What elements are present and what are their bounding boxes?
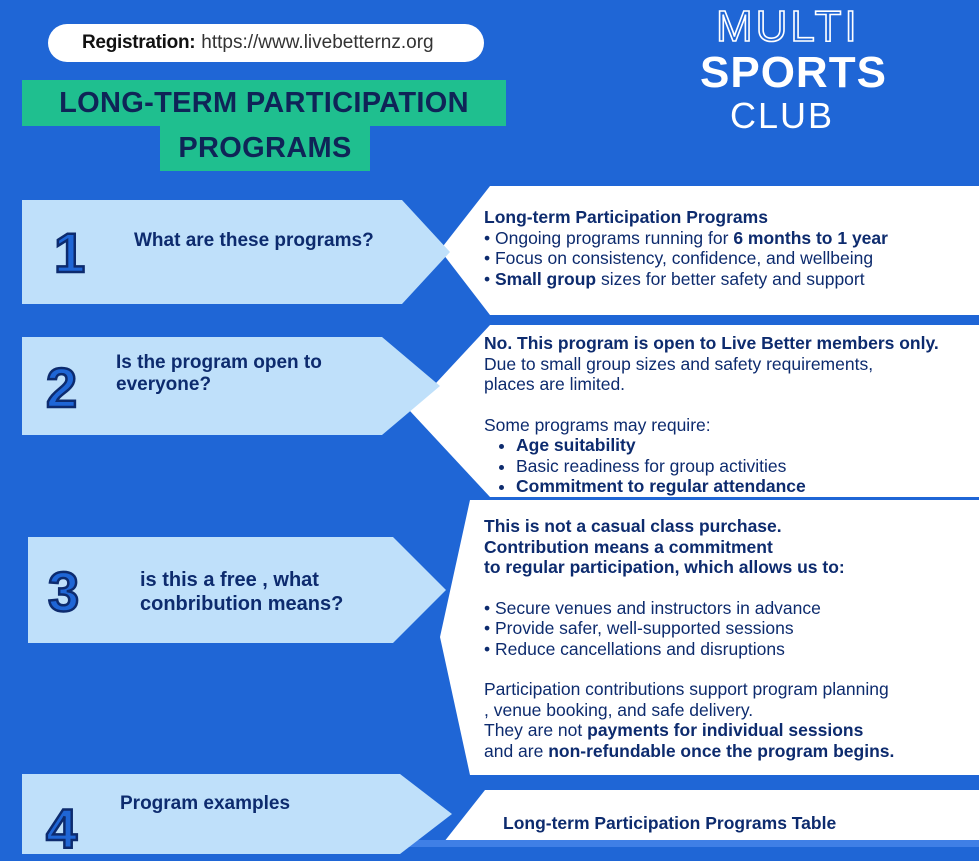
answer-line: places are limited. <box>484 374 626 394</box>
answer-line: , venue booking, and safe delivery. <box>484 699 754 720</box>
answer-1 <box>484 207 974 289</box>
requirements-list <box>484 435 979 497</box>
answer-title: Long-term Participation Programs <box>484 207 768 227</box>
answer-bullet: • Provide safer, well-supported sessions <box>484 618 794 638</box>
page-title-line2: PROGRAMS <box>160 125 370 171</box>
question-text: What are these programs? <box>134 230 374 251</box>
question-1 <box>22 200 450 304</box>
question-number: 3 <box>48 560 80 623</box>
question-number: 4 <box>46 797 78 860</box>
table-title: Long-term Participation Programs Table <box>503 813 837 833</box>
answer-2 <box>484 333 979 497</box>
question-2 <box>22 337 440 435</box>
question-text: Program examples <box>120 793 291 814</box>
answer-title: No. This program is open to Live Better members only. <box>484 333 939 353</box>
answer-line: Participation contributions support program planning <box>484 679 889 699</box>
answer-title: Contribution means a commitment <box>484 536 773 557</box>
answer-bullet: • Ongoing programs running for 6 months to 1 year <box>484 227 888 248</box>
registration-url[interactable]: https://www.livebetternz.org <box>201 32 434 53</box>
answer-line: They are not payments for individual sessions <box>484 720 864 740</box>
answer-bullet: • Secure venues and instructors in advance <box>484 597 821 618</box>
question-text-line: Is the program open to <box>116 352 322 373</box>
list-item: • Basic readiness for group activities <box>516 456 979 477</box>
registration-label: Registration: <box>82 32 196 53</box>
logo-line-sports: SPORTS <box>700 48 887 97</box>
question-text-line: everyone? <box>116 374 212 395</box>
question-text <box>116 352 322 396</box>
answer-line: Due to small group sizes and safety requirements, <box>484 353 874 374</box>
question-arrow-shape <box>22 200 450 304</box>
question-text <box>140 568 343 616</box>
logo-line-club: CLUB <box>730 95 835 136</box>
answer-line: and are non-refundable once the program begins. <box>484 740 895 761</box>
answer-bullet: • Reduce cancellations and disruptions <box>484 638 785 659</box>
list-item: • Commitment to regular attendance <box>516 476 979 497</box>
answer-3 <box>484 516 976 761</box>
answer-bullet: • Small group sizes for better safety and support <box>484 268 865 289</box>
answer-4 <box>503 813 973 834</box>
question-3 <box>28 537 446 643</box>
list-item: • Age suitability <box>516 435 979 456</box>
question-text-line: conbribution means? <box>140 593 344 615</box>
answer-title: to regular participation, which allows us to: <box>484 557 845 577</box>
answer-bullet: • Focus on consistency, confidence, and wellbeing <box>484 248 874 268</box>
question-4 <box>22 774 452 860</box>
answer-title: This is not a casual class purchase. <box>484 516 782 536</box>
question-number: 2 <box>46 356 78 419</box>
page-title-line1: LONG-TERM PARTICIPATION <box>22 80 506 126</box>
question-text-line: is this a free , what <box>140 569 319 591</box>
question-number: 1 <box>54 221 86 284</box>
logo-line-multi: MULTI <box>716 2 860 51</box>
answer-line: Some programs may require: <box>484 414 711 435</box>
